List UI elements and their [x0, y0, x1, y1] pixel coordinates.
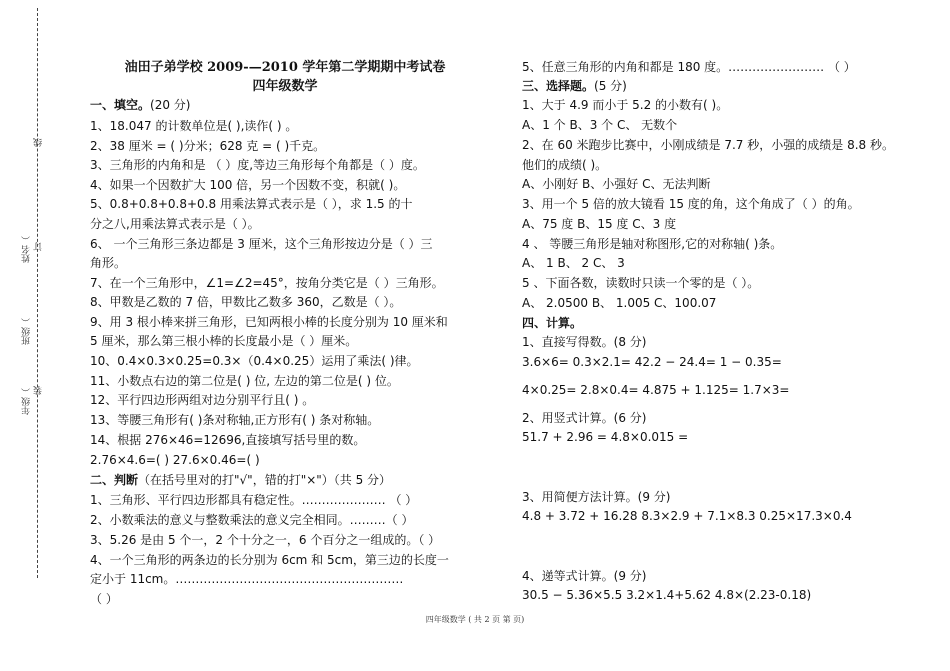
- choice-item: 4 、 等腰三角形是轴对称图形,它的对称轴( )条。: [522, 237, 783, 251]
- binding-class-label: 班级（: [22, 318, 32, 345]
- calc-simplify-label: 3、用简便方法计算。(9 分): [522, 490, 671, 504]
- choice-item: 1、大于 4.9 而小于 5.2 的小数有( )。: [522, 98, 729, 112]
- exam-title: 油田子弟学校 2009-—2010 学年第二学期期中考试卷: [124, 60, 446, 75]
- fill-item: 8、甲数是乙数的 7 倍，甲数比乙数多 360，乙数是（ ）。: [90, 295, 402, 309]
- section-choice-heading: [522, 78, 627, 94]
- section-fill-points: (20 分): [150, 98, 191, 112]
- fill-item: 11、小数点右边的第二位是( ) 位, 左边的第二位是( ) 位。: [90, 374, 399, 388]
- calc-simplify-row: 4.8 + 3.72 + 16.28 8.3×2.9 + 7.1×8.3 0.25×17.3×0.4: [522, 509, 852, 523]
- judge-item: 2、小数乘法的意义与整数乘法的意义完全相同。………（ ）: [90, 513, 414, 527]
- fill-item: 13、等腰三角形有( )条对称轴,正方形有( ) 条对称轴。: [90, 413, 380, 427]
- fill-item: 5、0.8+0.8+0.8+0.8 用乘法算式表示是（ ），求 1.5 的十: [90, 197, 413, 211]
- calc-vertical-label: 2、用竖式计算。(6 分): [522, 411, 647, 425]
- section-judge-points: （在括号里对的打"√"，错的打"×"）（共 5 分）: [138, 473, 392, 487]
- calc-direct-label: 1、直接写得数。(8 分): [522, 335, 647, 349]
- choice-options: A、小刚好 B、小强好 C、无法判断: [522, 177, 711, 191]
- binding-margin: [0, 0, 60, 671]
- binding-name-label: 姓名（: [22, 236, 32, 263]
- choice-item: 他们的成绩( )。: [522, 158, 608, 172]
- choice-options: A、75 度 B、15 度 C、3 度: [522, 217, 677, 231]
- fill-item: 分之八,用乘法算式表示是（ ）。: [90, 217, 260, 231]
- choice-options: A、1 个 B、3 个 C、 无数个: [522, 118, 678, 132]
- fill-item: 3、三角形的内角和是 （ ）度,等边三角形每个角都是（ ）度。: [90, 158, 425, 172]
- fill-item: 2、38 厘米 = ( )分米；628 克 = ( )千克。: [90, 139, 326, 153]
- fill-item: 14、根据 276×46=12696,直接填写括号里的数。: [90, 433, 366, 447]
- calc-direct-row: 3.6×6= 0.3×2.1= 42.2 − 24.4= 1 − 0.35=: [522, 355, 782, 369]
- judge-item: 3、5.26 是由 5 个一，2 个十分之一，6 个百分之一组成的。（ ）: [90, 533, 441, 547]
- binding-bind-char: 装: [34, 386, 44, 395]
- judge-item: （ ）: [90, 592, 118, 606]
- section-choice-label: 三、选择题。: [522, 79, 595, 93]
- judge-item: 定小于 11cm。…………………………………………………: [90, 572, 404, 586]
- fill-item: 4、如果一个因数扩大 100 倍，另一个因数不变，积就( )。: [90, 178, 406, 192]
- binding-order-char: 订: [34, 242, 44, 251]
- calc-stepwise-row: 30.5 − 5.36×5.5 3.2×1.4+5.62 4.8×(2.23-0.18): [522, 588, 812, 602]
- choice-options: A、 1 B、 2 C、 3: [522, 256, 625, 270]
- fill-item: 2.76×4.6=( ) 27.6×0.46=( ): [90, 453, 260, 467]
- calc-stepwise-label: 4、递等式计算。(9 分): [522, 569, 647, 583]
- fill-item: 1、18.047 的计数单位是( ),读作( ) 。: [90, 119, 298, 133]
- binding-grade-label: 年级（: [22, 388, 32, 415]
- fill-item: 5 厘米，那么第三根小棒的长度最小是（ ）厘米。: [90, 334, 358, 348]
- page-footer: 四年级数学 ( 共 2 页 第 页): [425, 615, 525, 624]
- choice-item: 3、用一个 5 倍的放大镜看 15 度的角，这个角成了（ ）的角。: [522, 197, 860, 211]
- judge-item: 1、三角形、平行四边形都具有稳定性。………………… （ ）: [90, 493, 418, 507]
- binding-dashed-line: [37, 8, 38, 578]
- choice-item: 5 、下面各数，读数时只读一个零的是（ ）。: [522, 276, 760, 290]
- calc-vertical-row: 51.7 + 2.96 = 4.8×0.015 =: [522, 430, 689, 444]
- calc-direct-row: 4×0.25= 2.8×0.4= 4.875 + 1.125= 1.7×3=: [522, 383, 790, 397]
- fill-item: 12、平行四边形两组对边分别平行且( ) 。: [90, 393, 315, 407]
- exam-subtitle: 四年级数学: [252, 79, 318, 94]
- section-fill-label: 一、填空。: [90, 98, 151, 112]
- choice-options: A、 2.0500 B、 1.005 C、100.07: [522, 296, 717, 310]
- fill-item: 10、0.4×0.3×0.25=0.3×（0.4×0.25）运用了乘法( )律。: [90, 354, 419, 368]
- section-judge-label: 二、判断: [90, 473, 139, 487]
- section-judge-heading: [90, 472, 391, 488]
- binding-line-char: 线: [34, 138, 44, 147]
- section-fill-heading: [90, 97, 190, 113]
- section-calc-heading: 四、计算。: [522, 316, 583, 330]
- fill-item: 角形。: [90, 256, 127, 270]
- fill-item: 7、在一个三角形中，∠1=∠2=45°，按角分类它是（ ）三角形。: [90, 276, 444, 290]
- judge-item: 4、一个三角形的两条边的长分别为 6cm 和 5cm，第三边的长度一: [90, 553, 449, 567]
- choice-item: 2、在 60 米跑步比赛中，小刚成绩是 7.7 秒，小强的成绩是 8.8 秒。: [522, 138, 894, 152]
- judge-item-5: 5、任意三角形的内角和都是 180 度。…………………… （ ）: [522, 60, 856, 74]
- fill-item: 9、用 3 根小棒来拼三角形，已知两根小棒的长度分别为 10 厘米和: [90, 315, 448, 329]
- section-choice-points: (5 分): [594, 79, 627, 93]
- fill-item: 6、 一个三角形三条边都是 3 厘米，这个三角形按边分是（ ）三: [90, 237, 433, 251]
